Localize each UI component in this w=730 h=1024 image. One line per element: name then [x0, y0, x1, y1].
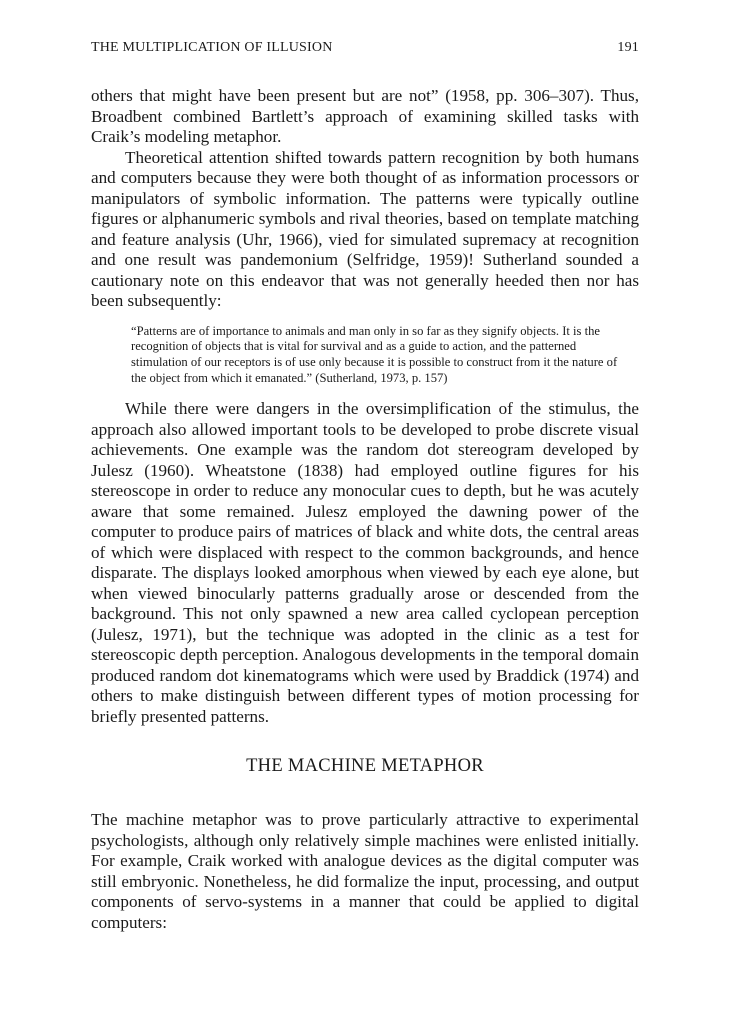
running-header	[91, 40, 639, 62]
page-number: 191	[617, 40, 639, 55]
block-quote	[131, 324, 619, 388]
running-title: THE MULTIPLICATION OF ILLUSION	[91, 40, 333, 55]
paragraph-continued: others that might have been present but are not” (1958, pp. 306–307). Thus, Broadbent combined Bartlett’s approach of examining skilled tasks with Craik’s modeling metaphor.	[91, 86, 639, 146]
quote-text: “Patterns are of importance to animals and man only in so far as they signify objects. It is the recognition of objects that is vital for survival and as a guide to action, and the patterned stimulation of our receptors is of use only because it is possible to construct from it the nature of the object from which it emanated.” (Sutherland, 1973, p. 157)	[131, 323, 618, 386]
paragraph-machine-metaphor: The machine metaphor was to prove particularly attractive to experimental psychologists, although only relatively simple machines were enlisted initially. For example, Craik worked with analogue devices as the digital computer was still embryonic. Nonetheless, he did formalize the input, processing, and output components of servo-systems in a manner that could be applied to digital computers:	[91, 810, 639, 932]
book-page	[91, 40, 639, 933]
paragraph-random-dot-stereogram: While there were dangers in the oversimplification of the stimulus, the approach also allowed important tools to be developed to probe discrete visual achievements. One example was the random dot stereogram developed by Julesz (1960). Wheatstone (1838) had employed outline figures for his stereoscope in order to reduce any monocular cues to depth, but he was acutely aware that some remained. Julesz employed the dawning power of the computer to produce pairs of matrices of black and white dots, the central areas of which were displaced with respect to the common backgrounds, and hence disparate. The displays looked amorphous when viewed by each eye alone, but when viewed binocularly patterns gradually arose or descended from the background. This not only spawned a new area called cyclopean perception (Julesz, 1971), but the technique was adopted in the clinic as a test for stereoscopic depth perception. Analogous developments in the temporal domain produced random dot kinematograms which were used by Braddick (1974) and others to make distinguish between different types of motion processing for briefly presented patterns.	[91, 399, 639, 726]
paragraph-pattern-recognition: Theoretical attention shifted towards pattern recognition by both humans and computers because they were both thought of as information processors or manipulators of symbolic information. The patterns were typically outline figures or alphanumeric symbols and rival theories, based on template matching and feature analysis (Uhr, 1966), vied for simulated supremacy at recognition and one result was pandemonium (Selfridge, 1959)! Sutherland sounded a cautionary note on this endeavor that was not generally heeded then nor has been subsequently:	[91, 147, 639, 310]
section-heading: THE MACHINE METAPHOR	[246, 756, 484, 777]
